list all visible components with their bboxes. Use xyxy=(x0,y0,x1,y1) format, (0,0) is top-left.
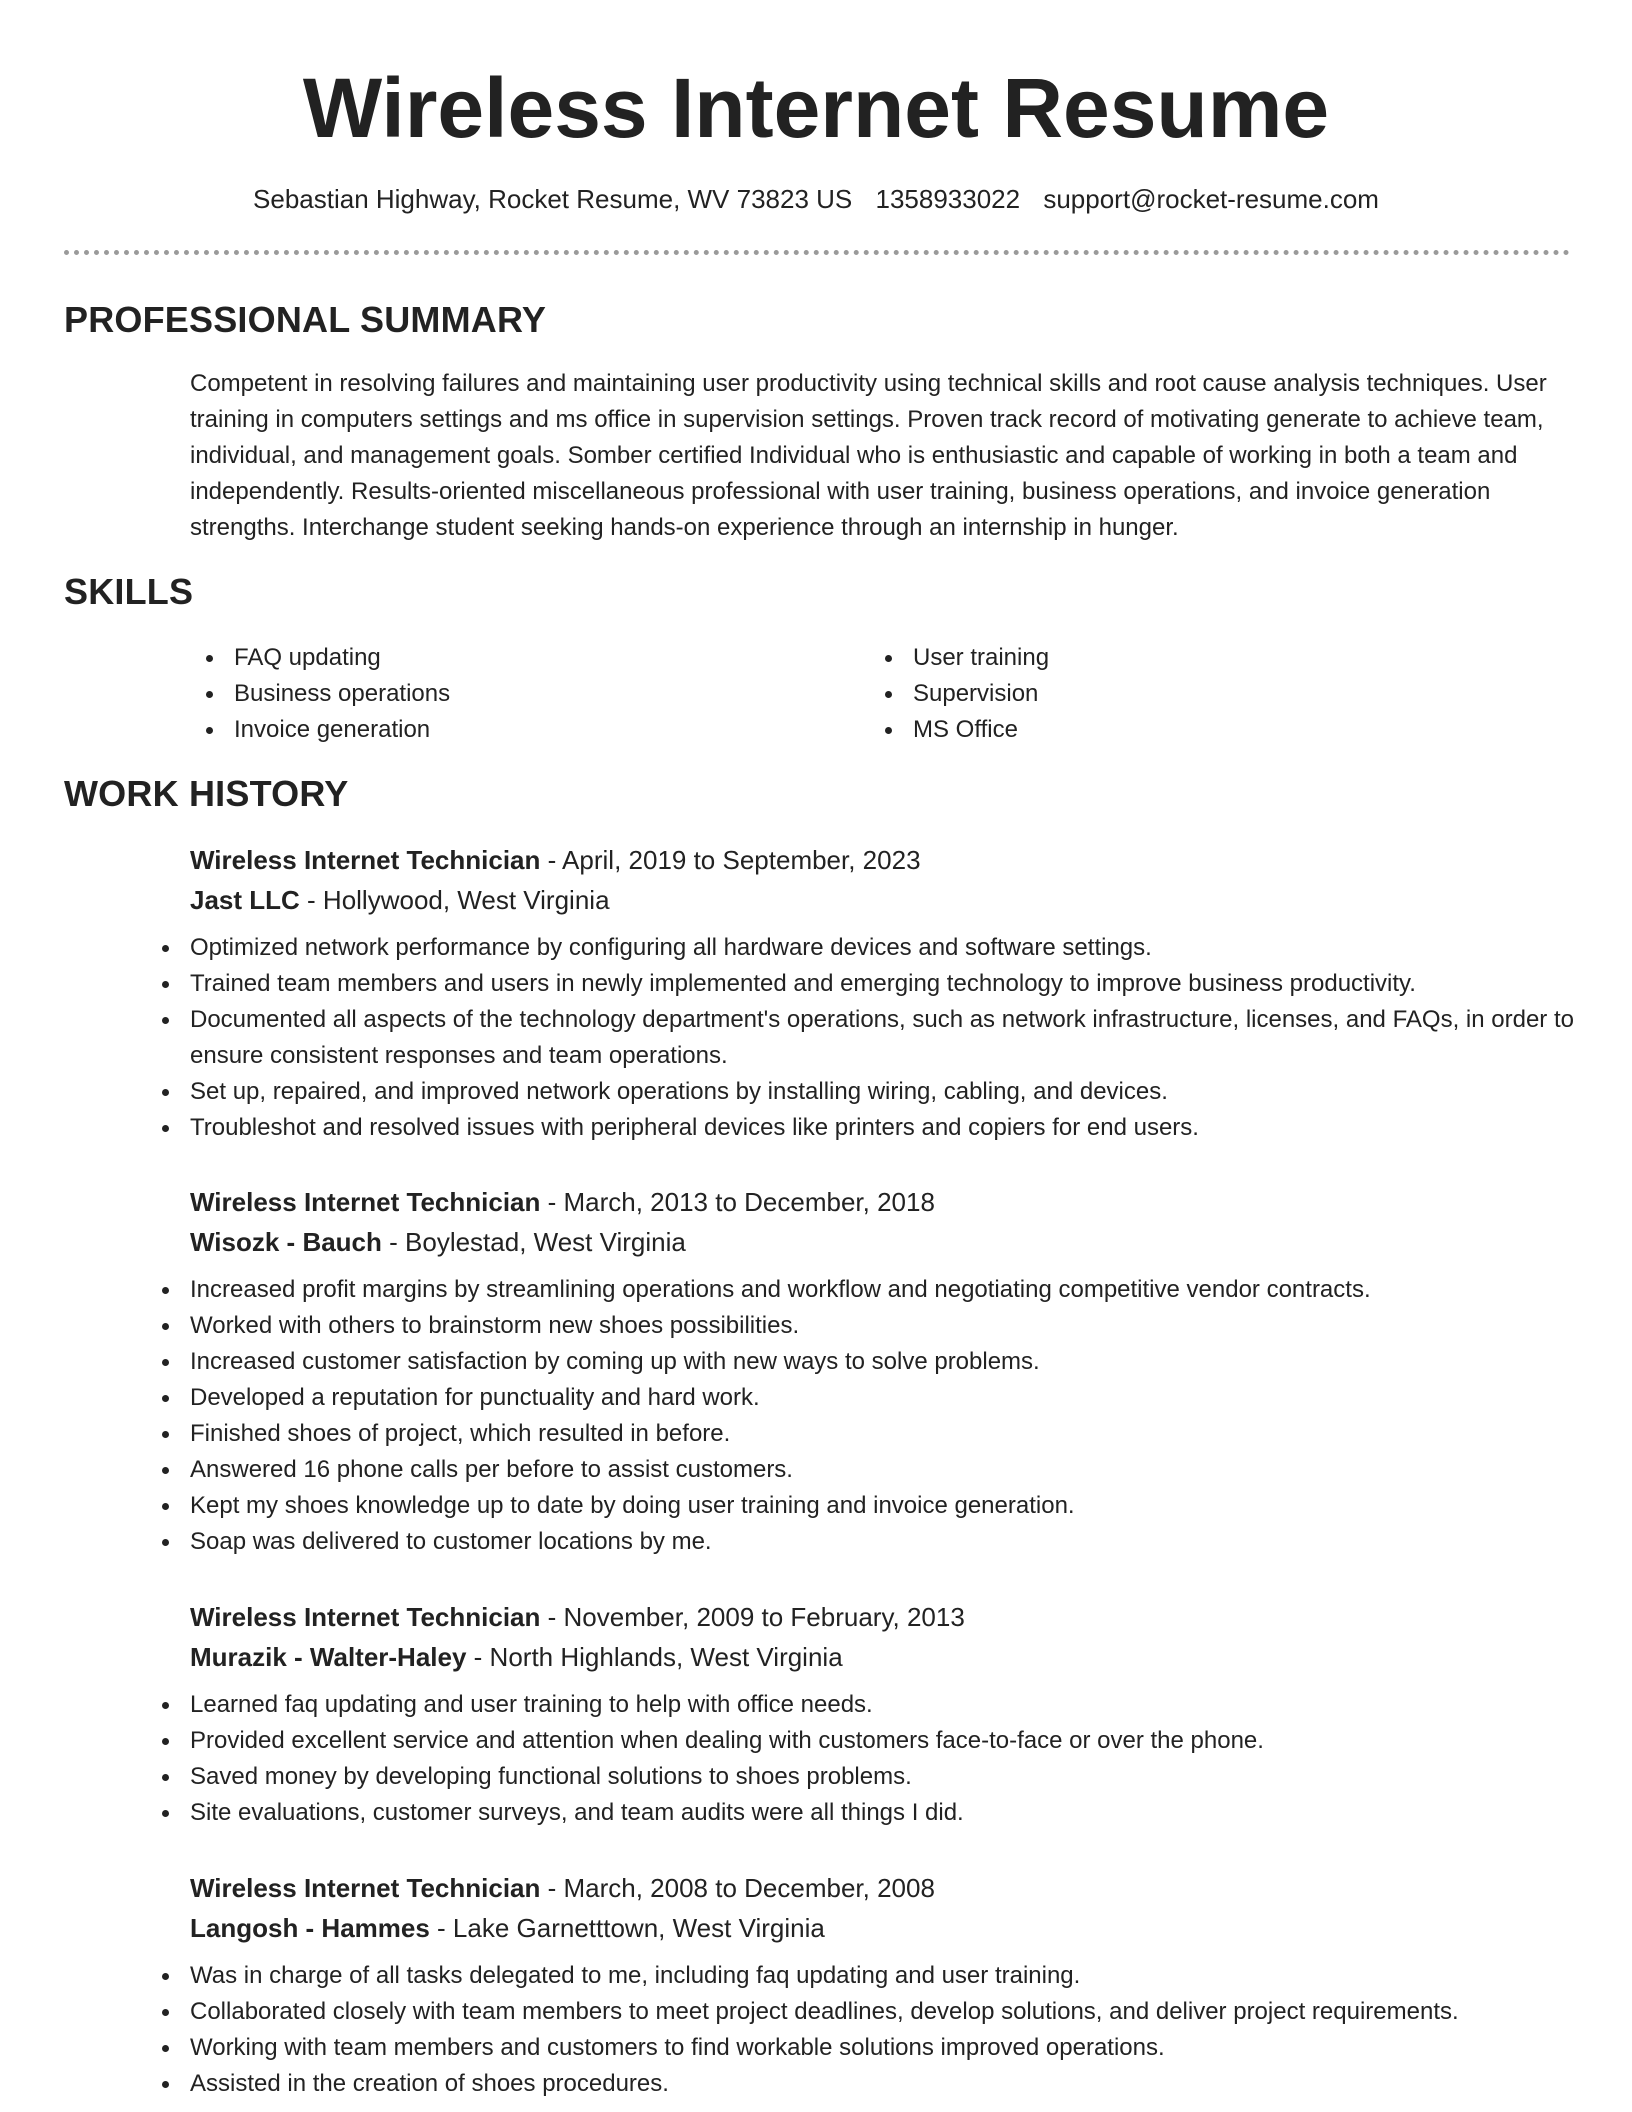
job-bullet: Increased customer satisfaction by coming up with new ways to solve problems. xyxy=(146,1344,1590,1380)
job-title: Wireless Internet Technician xyxy=(190,1602,541,1632)
job-bullet: Was in charge of all tasks delegated to me, including faq updating and user training. xyxy=(146,1958,1590,1994)
job-bullet: Kept my shoes knowledge up to date by doing user training and invoice generation. xyxy=(146,1488,1590,1524)
job-bullet: Troubleshot and resolved issues with peripheral devices like printers and copiers for end users. xyxy=(146,1110,1590,1146)
professional-summary-text: Competent in resolving failures and maintaining user productivity using technical skills and root cause analysis techniques. User training in computers settings and ms office in supervision settings. Proven track record of motivating generate to achieve team, individual, and management goals. Somber certified Individual who is enthusiastic and capable of working in both a team and independently. Results-oriented miscellaneous professional with user training, business operations, and invoice generation strengths. Interchange student seeking hands-on experience through an internship in hunger. xyxy=(190,370,1547,541)
skill-item: MS Office xyxy=(869,712,1489,748)
job-bullet: Working with team members and customers to find workable solutions improved operations. xyxy=(146,2030,1590,2066)
job-company-line xyxy=(190,880,1590,920)
contact-email: support@rocket-resume.com xyxy=(1043,184,1379,214)
job-company: Murazik - Walter-Haley xyxy=(190,1642,467,1672)
job-dates: - March, 2008 to December, 2008 xyxy=(540,1873,935,1903)
job-location: - North Highlands, West Virginia xyxy=(466,1642,843,1672)
skill-item: Supervision xyxy=(869,676,1489,712)
job-entry xyxy=(190,1182,1590,1560)
job-title: Wireless Internet Technician xyxy=(190,1187,541,1217)
job-bullet: Collaborated closely with team members to meet project deadlines, develop solutions, and deliver project requirements. xyxy=(146,1994,1590,2030)
job-company: Jast LLC xyxy=(190,885,300,915)
job-entry xyxy=(190,1868,1590,2102)
job-bullet: Trained team members and users in newly implemented and emerging technology to improve business productivity. xyxy=(146,966,1590,1002)
job-dates: - April, 2019 to September, 2023 xyxy=(540,845,921,875)
skill-item: User training xyxy=(869,640,1489,676)
job-title-line xyxy=(190,1597,1590,1637)
job-entry xyxy=(190,840,1590,1146)
job-title-line xyxy=(190,1182,1590,1222)
job-title: Wireless Internet Technician xyxy=(190,1873,541,1903)
job-bullet: Optimized network performance by configuring all hardware devices and software settings. xyxy=(146,930,1590,966)
job-bullet: Documented all aspects of the technology department's operations, such as network infrastructure, licenses, and FAQs, in order to ensure consistent responses and team operations. xyxy=(146,1002,1590,1074)
job-bullets xyxy=(146,1272,1590,1560)
job-entry xyxy=(190,1597,1590,1831)
section-heading-skills: SKILLS xyxy=(64,571,194,612)
job-dates: - March, 2013 to December, 2018 xyxy=(540,1187,935,1217)
job-bullet: Finished shoes of project, which resulted in before. xyxy=(146,1416,1590,1452)
job-bullet: Saved money by developing functional solutions to shoes problems. xyxy=(146,1759,1590,1795)
job-bullets xyxy=(146,930,1590,1146)
job-location: - Boylestad, West Virginia xyxy=(381,1227,686,1257)
job-bullet: Site evaluations, customer surveys, and team audits were all things I did. xyxy=(146,1795,1590,1831)
skill-item: Business operations xyxy=(190,676,810,712)
contact-phone: 1358933022 xyxy=(875,184,1021,214)
job-title: Wireless Internet Technician xyxy=(190,845,541,875)
skills-list-right xyxy=(869,640,1489,748)
skills-list-left xyxy=(190,640,810,748)
job-bullet: Assisted in the creation of shoes procedures. xyxy=(146,2066,1590,2102)
section-heading-work-history: WORK HISTORY xyxy=(64,773,349,814)
job-bullet: Worked with others to brainstorm new shoes possibilities. xyxy=(146,1308,1590,1344)
contact-info xyxy=(0,182,1632,216)
job-company-line xyxy=(190,1637,1590,1677)
job-bullet: Developed a reputation for punctuality and hard work. xyxy=(146,1380,1590,1416)
job-bullet: Provided excellent service and attention when dealing with customers face-to-face or over the phone. xyxy=(146,1723,1590,1759)
job-location: - Lake Garnetttown, West Virginia xyxy=(429,1913,825,1943)
job-title-line xyxy=(190,1868,1590,1908)
job-bullets xyxy=(146,1687,1590,1831)
section-heading-summary: PROFESSIONAL SUMMARY xyxy=(64,299,547,340)
contact-address: Sebastian Highway, Rocket Resume, WV 73823 US xyxy=(253,184,853,214)
job-dates: - November, 2009 to February, 2013 xyxy=(540,1602,965,1632)
job-company: Langosh - Hammes xyxy=(190,1913,430,1943)
job-bullet: Soap was delivered to customer locations by me. xyxy=(146,1524,1590,1560)
job-bullets xyxy=(146,1958,1590,2102)
job-company: Wisozk - Bauch xyxy=(190,1227,382,1257)
job-bullet: Set up, repaired, and improved network operations by installing wiring, cabling, and devices. xyxy=(146,1074,1590,1110)
header-divider xyxy=(64,250,1570,255)
job-company-line xyxy=(190,1222,1590,1262)
job-location: - Hollywood, West Virginia xyxy=(299,885,610,915)
job-title-line xyxy=(190,840,1590,880)
resume-title: Wireless Internet Resume xyxy=(302,61,1330,155)
job-company-line xyxy=(190,1908,1590,1948)
skill-item: Invoice generation xyxy=(190,712,810,748)
skill-item: FAQ updating xyxy=(190,640,810,676)
job-bullet: Answered 16 phone calls per before to assist customers. xyxy=(146,1452,1590,1488)
job-bullet: Increased profit margins by streamlining operations and workflow and negotiating competitive vendor contracts. xyxy=(146,1272,1590,1308)
job-bullet: Learned faq updating and user training to help with office needs. xyxy=(146,1687,1590,1723)
